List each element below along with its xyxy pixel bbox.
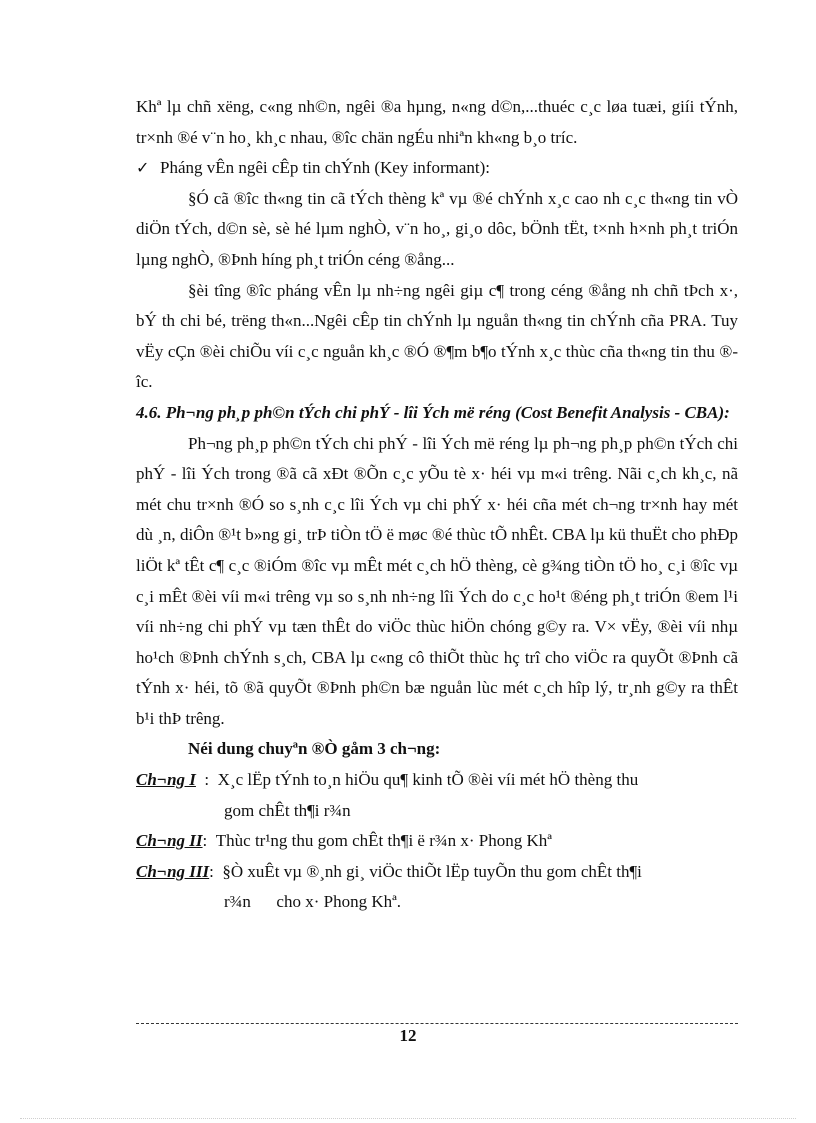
check-icon: ✓ bbox=[136, 158, 150, 178]
chapter-3-sep: : bbox=[209, 861, 223, 881]
document-page bbox=[136, 92, 738, 918]
chapter-2 bbox=[136, 826, 738, 857]
paragraph-3: §èi tîng ®îc pháng vÊn lµ nh÷ng ngêi giµ c¶ trong céng ®ång nh chñ tÞch x·, bÝ th chi bé, trëng th«n...Ngêi cÊp tin chÝnh lµ nguån th«ng tin chÝnh cña PRA. Tuy vËy cÇn ®èi chiÕu víi c¸c nguån kh¸c ®Ó ®¶m b¶o tÝnh x¸c thùc cña th«ng tin thu ®îc. bbox=[136, 280, 738, 392]
paragraph-4: Ph¬ng ph¸p ph©n tÝch chi phÝ - lîi Ých më réng lµ ph¬ng ph¸p ph©n tÝch chi phÝ - lîi Ých trong ®ã cã xÐt ®Õn c¸c yÕu tè x· héi vµ m«i trêng. Nãi c¸ch kh¸c, nã mét chu tr×nh ®Ó so s¸nh c¸c lîi Ých vµ chi phÝ x· héi cña mét ch¬ng tr×nh hay mét dù ¸n, diÔn ®¹t b»ng gi¸ trÞ tiÒn tÖ ë møc ®é thùc tÕ nhÊt. CBA lµ kü thuËt cho phÐp liÖt kª tÊt c¶ c¸c ®iÓm ®îc vµ mÊt mét c¸ch hÖ thèng, cè g¾ng tiÒn tÖ ho¸ c¸i ®îc vµ c¸i mÊt ®èi víi m«i trêng vµ so s¸nh nh÷ng lîi Ých do c¸c ho¹t ®éng ph¸t triÓn ®em l¹i víi nh÷ng chi phÝ vµ tæn thÊt do viÖc thùc hiÖn chóng g©y ra. V× vËy, ®èi víi nhµ ho¹ch ®Þnh chÝnh s¸ch, CBA lµ c«ng cô thiÕt thùc hç trî cho viÖc ra quyÕt ®Þnh cã tÝnh x· héi, tõ ®ã quyÕt ®Þnh ph©n bæ nguån lùc mét c¸ch hîp lý, tr¸nh g©y ra thÊt b¹i thÞ trêng. bbox=[136, 433, 738, 728]
chapter-list bbox=[136, 765, 738, 918]
chapter-1-sep: : bbox=[195, 770, 218, 790]
bullet-item bbox=[136, 153, 738, 184]
chapter-3-text: §Ò xuÊt vµ ®¸nh gi¸ viÖc thiÕt lËp tuyÕn thu gom chÊt th¶i bbox=[222, 861, 642, 881]
section-heading: 4.6. Ph¬ng ph¸p ph©n tÝch chi phÝ - lîi Ých më réng (Cost Benefit Analysis - CBA): bbox=[136, 402, 730, 422]
page-number: 12 bbox=[399, 1026, 417, 1045]
chapter-1-label: Ch¬ng I bbox=[136, 770, 196, 790]
chapter-3 bbox=[136, 857, 738, 888]
chapter-2-text: Thùc tr¹ng thu gom chÊt th¶i ë r¾n x· Phong Khª bbox=[215, 831, 552, 851]
chapter-2-sep: : bbox=[202, 831, 216, 851]
paragraph-2: §Ó cã ®îc th«ng tin cã tÝch thèng kª vµ ®é chÝnh x¸c cao nh c¸c th«ng tin vÒ diÖn tÝch, d©n sè, sè hé lµm nghÒ, v¨n ho¸, gi¸o dôc, bÖnh tËt, t×nh h×nh ph¸t triÓn lµng nghÒ, ®Þnh híng ph¸t triÓn céng ®ång... bbox=[136, 188, 738, 269]
chapter-1-text-cont: gom chÊt th¶i r¾n bbox=[224, 800, 351, 820]
footer-divider bbox=[136, 1023, 738, 1024]
chapter-1 bbox=[136, 765, 738, 796]
bullet-text: Pháng vÊn ngêi cÊp tin chÝnh (Key informant): bbox=[160, 158, 491, 178]
chapter-2-label: Ch¬ng II bbox=[136, 831, 203, 851]
chapter-1-text: X¸c lËp tÝnh to¸n hiÖu qu¶ kinh tÕ ®èi víi mét hÖ thèng thu bbox=[217, 770, 639, 790]
paragraph-1: Khª lµ chñ xëng, c«ng nh©n, ngêi ®a hµng, n«ng d©n,...thuéc c¸c løa tuæi, giíi tÝnh, tr×nh ®é v¨n ho¸ kh¸c nhau, ®îc chän ngÉu nhiªn kh«ng b¸o tríc. bbox=[136, 97, 738, 147]
chapter-3-label: Ch¬ng III bbox=[136, 861, 210, 881]
outline-title: Néi dung chuyªn ®Ò gåm 3 ch¬ng: bbox=[188, 739, 441, 759]
page-edge-line bbox=[20, 1118, 796, 1119]
chapter-3-text-cont: r¾n cho x· Phong Khª. bbox=[224, 892, 402, 912]
